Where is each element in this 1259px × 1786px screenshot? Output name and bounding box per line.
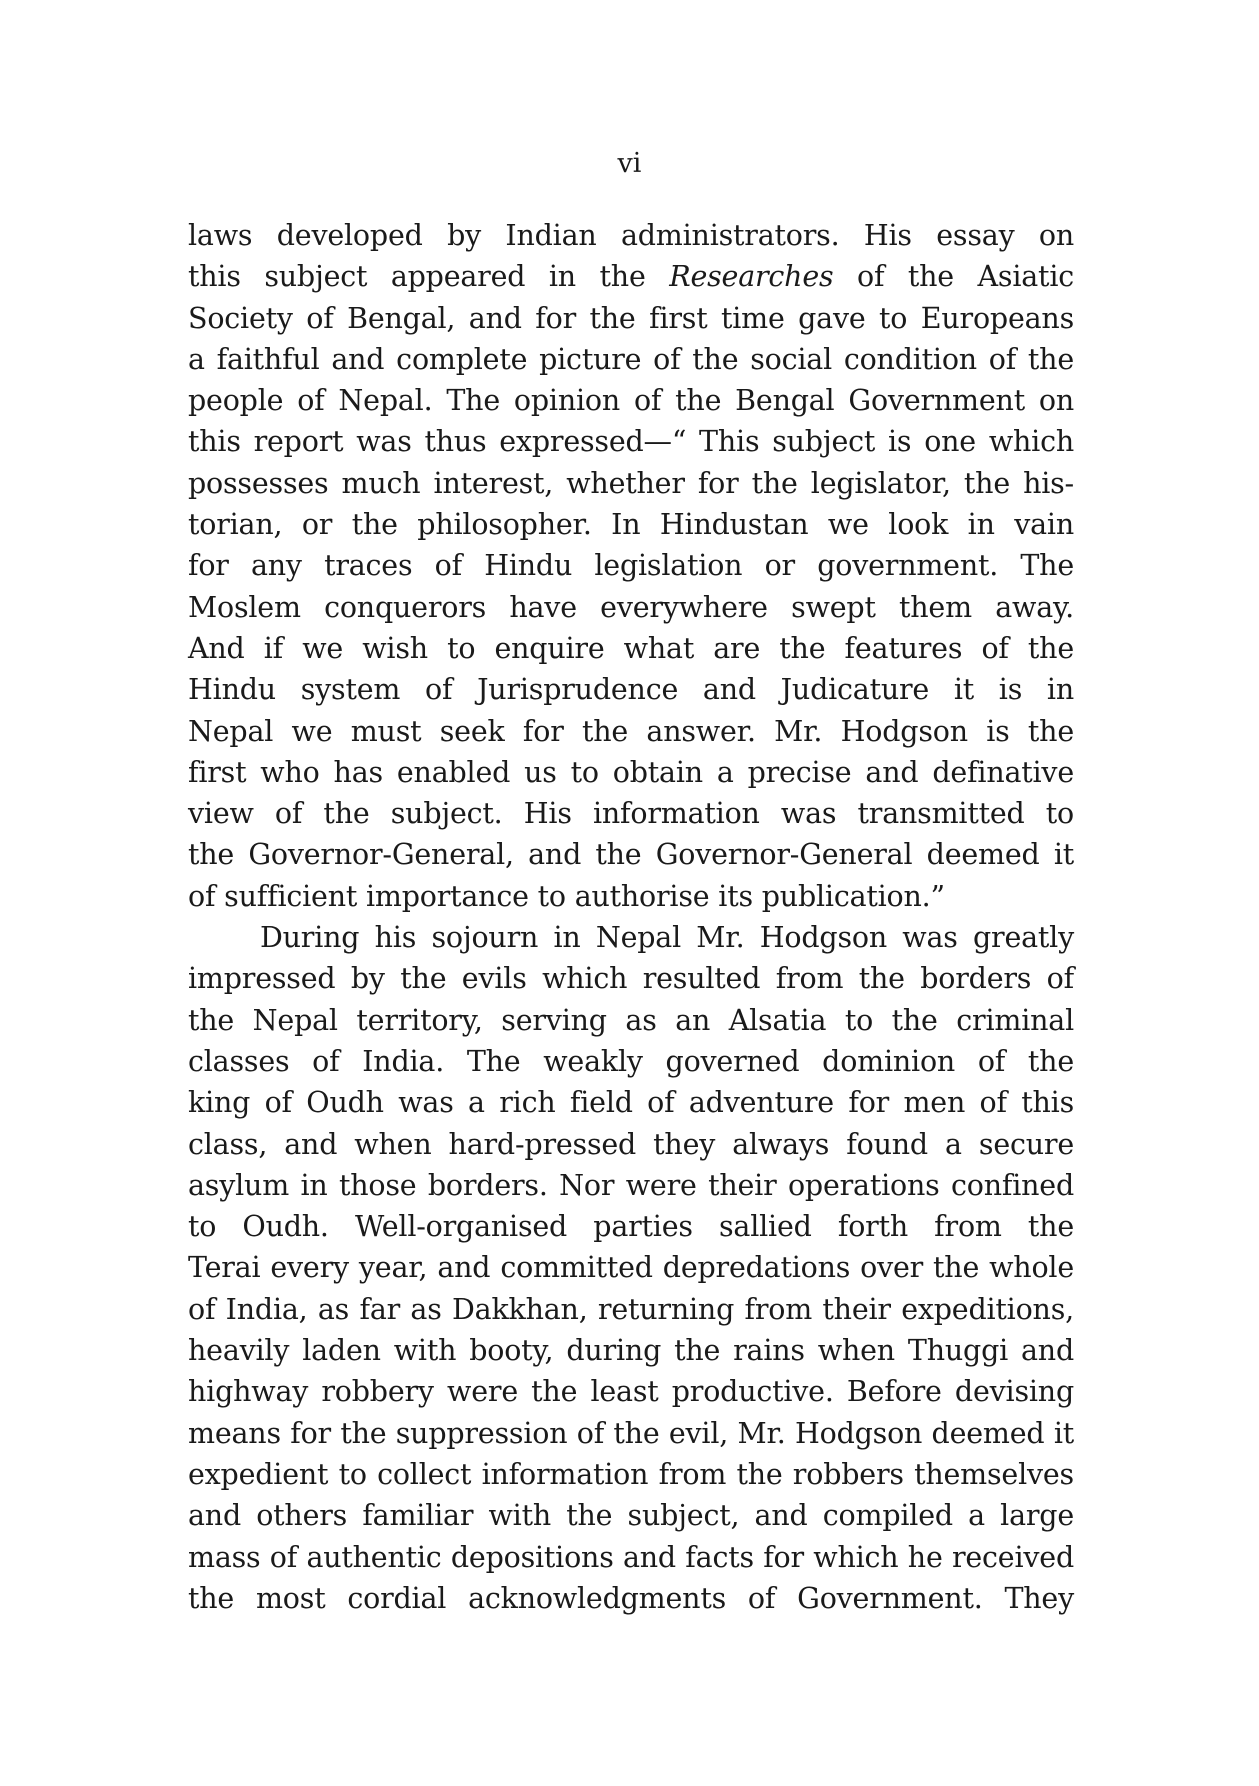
text-fragment: this subject appeared in the (188, 260, 670, 294)
text-line: Moslem conquerors have everywhere swept them away. (188, 590, 1074, 624)
text-line: of India, as far as Dakkhan, returning from their expeditions, (188, 1292, 1074, 1326)
text-line: classes of India. The weakly governed dominion of the (188, 1044, 1074, 1078)
page-number: vi (617, 148, 642, 179)
text-line: means for the suppression of the evil, Mr. Hodgson deemed it (188, 1416, 1074, 1450)
text-line: class, and when hard-pressed they always found a secure (188, 1127, 1074, 1161)
text-line: a faithful and complete picture of the social condition of the (188, 342, 1074, 376)
text-line: Nepal we must seek for the answer. Mr. Hodgson is the (188, 714, 1074, 748)
text-line: view of the subject. His information was transmitted to (188, 797, 1074, 831)
text-line: this report was thus expressed—“ This subject is one which (188, 425, 1074, 459)
text-line: first who has enabled us to obtain a precise and definative (188, 755, 1074, 789)
text-line: expedient to collect information from the robbers themselves (188, 1457, 1074, 1491)
text-line: and others familiar with the subject, and compiled a large (188, 1499, 1074, 1533)
text-line: the Nepal territory, serving as an Alsatia to the criminal (188, 1003, 1074, 1037)
text-line: laws developed by Indian administrators. His essay on (188, 219, 1074, 252)
text-fragment: of the Asiatic (833, 260, 1074, 294)
text-line: to Oudh. Well-organised parties sallied forth from the (188, 1210, 1074, 1244)
body-text (188, 215, 1074, 1619)
text-line: for any traces of Hindu legislation or government. The (188, 549, 1074, 583)
text-line: Society of Bengal, and for the first time gave to Europeans (188, 301, 1074, 335)
text-line (188, 256, 1074, 297)
text-line: And if we wish to enquire what are the features of the (188, 631, 1074, 665)
paragraph-start-line: During his sojourn in Nepal Mr. Hodgson was greatly (260, 921, 1074, 955)
text-line: the most cordial acknowledgments of Government. They (188, 1581, 1074, 1615)
text-line: the Governor-General, and the Governor-General deemed it (188, 838, 1074, 872)
text-line: asylum in those borders. Nor were their operations confined (188, 1168, 1074, 1202)
text-line: Hindu system of Jurisprudence and Judicature it is in (188, 673, 1074, 707)
italic-title: Researches (669, 260, 834, 294)
text-line: highway robbery were the least productive. Before devising (188, 1375, 1074, 1409)
text-line: people of Nepal. The opinion of the Bengal Government on (188, 384, 1074, 418)
text-line: possesses much interest, whether for the legislator, the his- (188, 466, 1074, 500)
text-line: impressed by the evils which resulted from the borders of (188, 962, 1074, 996)
text-line: heavily laden with booty, during the rains when Thuggi and (188, 1334, 1074, 1368)
text-line: torian, or the philosopher. In Hindustan we look in vain (188, 508, 1074, 542)
text-line: Terai every year, and committed depredations over the whole (188, 1251, 1074, 1285)
text-line: king of Oudh was a rich field of adventure for men of this (188, 1086, 1074, 1120)
text-line: mass of authentic depositions and facts for which he received (188, 1540, 1074, 1574)
paragraph-end-line: of sufficient importance to authorise its publication.” (188, 879, 945, 913)
